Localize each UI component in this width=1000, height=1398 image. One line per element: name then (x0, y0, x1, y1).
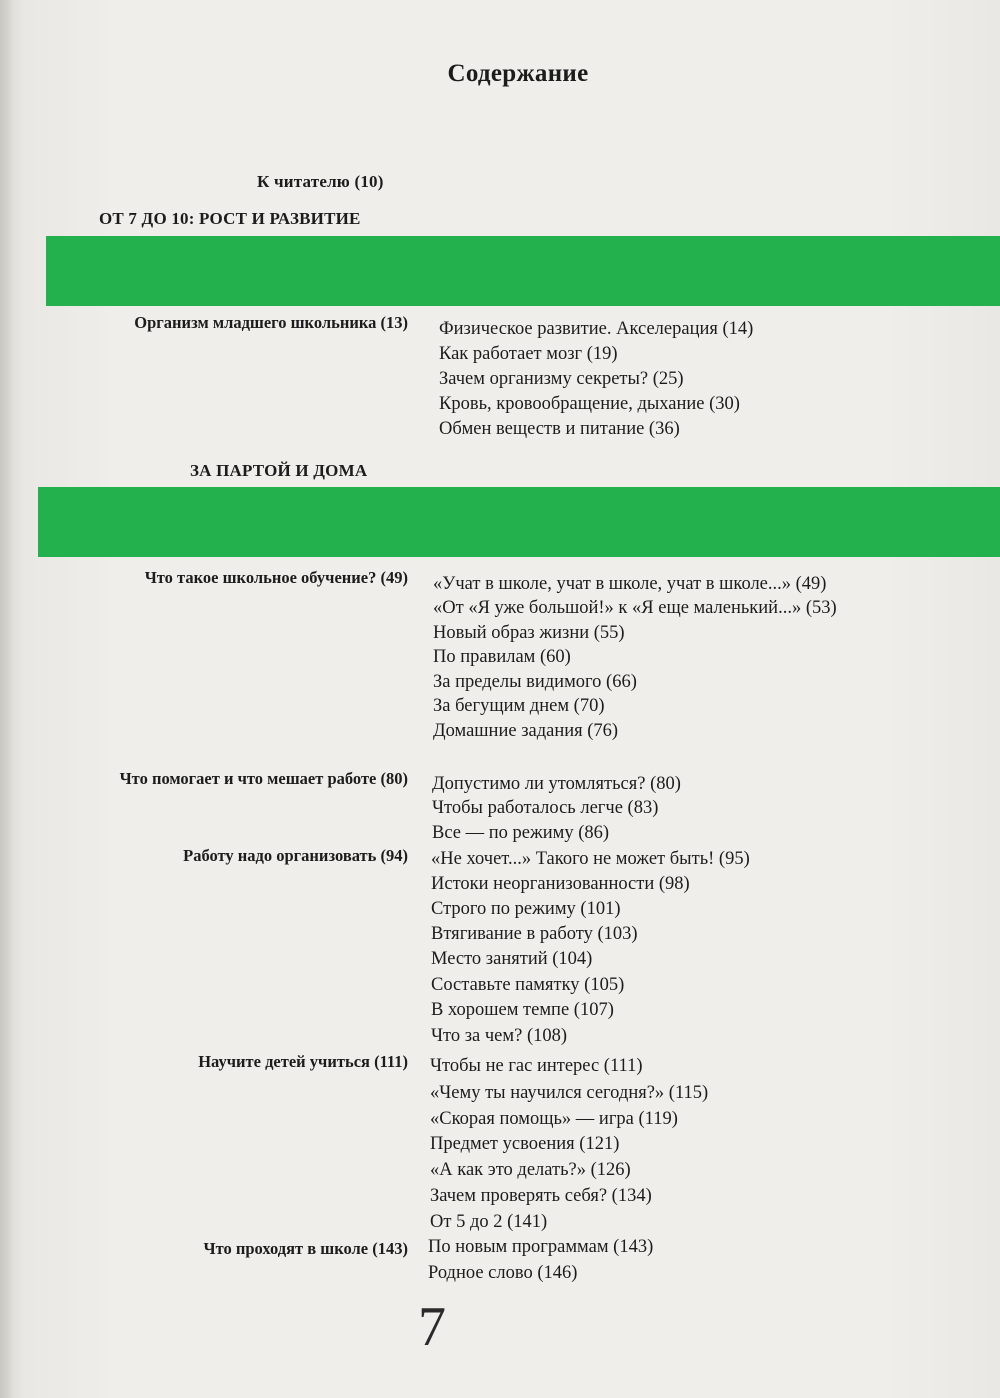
toc-entry: Физическое развитие. Акселерация (14) (439, 319, 754, 339)
section-color-band (46, 236, 1000, 306)
toc-entry: «Чему ты научился сегодня?» (115) (430, 1083, 709, 1103)
toc-entry: Зачем организму секреты? (25) (439, 369, 684, 389)
toc-entry: Допустимо ли утомляться? (80) (432, 774, 681, 794)
toc-entry: Истоки неорганизованности (98) (431, 874, 690, 894)
toc-entry: Предмет усвоения (121) (430, 1134, 620, 1154)
toc-entry: Как работает мозг (19) (439, 344, 618, 364)
toc-entry: От 5 до 2 (141) (430, 1212, 548, 1232)
toc-entry: Втягивание в работу (103) (431, 924, 638, 944)
toc-entry: Родное слово (146) (428, 1263, 578, 1283)
to-reader-entry: К читателю (10) (257, 172, 384, 191)
toc-entry: По новым программам (143) (428, 1237, 654, 1257)
chapter-title: Что проходят в школе (143) (203, 1239, 408, 1258)
toc-entry: Кровь, кровообращение, дыхание (30) (439, 394, 740, 414)
chapter-title: Научите детей учиться (111) (198, 1052, 408, 1071)
chapter-title: Что помогает и что мешает работе (80) (119, 769, 408, 788)
toc-entry: Новый образ жизни (55) (433, 623, 625, 643)
toc-entry: Строго по режиму (101) (431, 899, 621, 919)
toc-entry: Домашние задания (76) (433, 721, 619, 741)
toc-entry: Что за чем? (108) (431, 1026, 568, 1046)
toc-entry: «А как это делать?» (126) (430, 1160, 631, 1180)
chapter-title: Работу надо организовать (94) (183, 846, 408, 865)
page-edge-shadow (0, 0, 14, 1398)
toc-entry: В хорошем темпе (107) (431, 1000, 614, 1020)
chapter-title: Организм младшего школьника (13) (134, 313, 408, 332)
toc-entry: За бегущим днем (70) (433, 696, 605, 716)
section-color-band (38, 487, 1000, 557)
toc-entry: Обмен веществ и питание (36) (439, 419, 680, 439)
section-heading-growth: ОТ 7 ДО 10: РОСТ И РАЗВИТИЕ (99, 209, 361, 228)
toc-entry: Чтобы не гас интерес (111) (430, 1056, 643, 1076)
toc-entry: «Скорая помощь» — игра (119) (430, 1109, 678, 1129)
toc-entry: Все — по режиму (86) (432, 823, 610, 843)
chapter-title: Что такое школьное обучение? (49) (144, 568, 408, 587)
toc-entry: Зачем проверять себя? (134) (430, 1186, 652, 1206)
contents-title: Содержание (447, 60, 589, 87)
toc-entry: Составьте памятку (105) (431, 975, 625, 995)
toc-entry: Место занятий (104) (431, 949, 593, 969)
page-number: 7 (418, 1296, 446, 1358)
toc-entry: «Не хочет...» Такого не может быть! (95) (431, 849, 750, 869)
toc-entry: «Учат в школе, учат в школе, учат в школе...» (49) (433, 574, 827, 594)
toc-entry: За пределы видимого (66) (433, 672, 637, 692)
toc-entry: По правилам (60) (433, 647, 571, 667)
toc-entry: Чтобы работалось легче (83) (432, 798, 659, 818)
section-heading-school: ЗА ПАРТОЙ И ДОМА (190, 461, 368, 480)
toc-entry: «От «Я уже большой!» к «Я еще маленький...» (53) (433, 598, 837, 618)
